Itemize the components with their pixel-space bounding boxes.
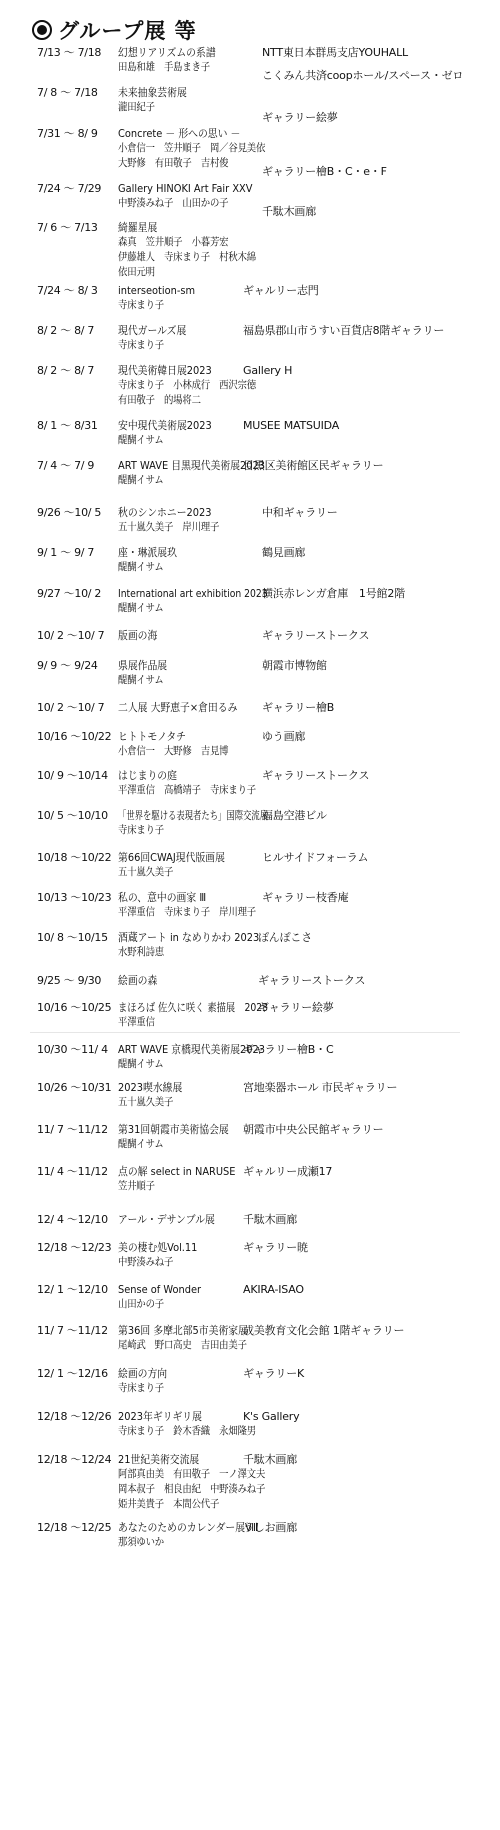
exhibition-venue: ギャラリー暁 bbox=[243, 1241, 308, 1254]
exhibition-date: 12/ 1 ～12/16 bbox=[37, 1367, 108, 1380]
exhibition-artists: 醍醐イサム bbox=[118, 561, 164, 573]
exhibition-date: 10/16 ～10/25 bbox=[37, 1001, 112, 1014]
exhibition-date: 7/24 ～ 7/29 bbox=[37, 182, 102, 195]
exhibition-date: 10/16 ～10/22 bbox=[37, 730, 112, 743]
exhibition-artists: 大野修 有田敬子 吉村俊 bbox=[118, 157, 229, 169]
exhibition-info bbox=[118, 181, 286, 211]
exhibition-title: International art exhibition 2023 bbox=[118, 587, 268, 600]
exhibition-date: 7/31 ～ 8/ 9 bbox=[37, 127, 98, 140]
exhibition-venue: 千駄木画廊 bbox=[243, 1213, 297, 1226]
exhibition-artists: 寺床まり子 小林成行 西沢宗徳 bbox=[118, 379, 256, 391]
exhibition-date: 11/ 7 ～11/12 bbox=[37, 1123, 108, 1136]
exhibition-date: 10/26 ～10/31 bbox=[37, 1081, 112, 1094]
exhibition-date: 10/18 ～10/22 bbox=[37, 851, 112, 864]
exhibition-artists: 寺床まり子 bbox=[118, 1382, 164, 1394]
exhibition-title: ヒトトモノタチ bbox=[118, 730, 186, 743]
exhibition-title: あなたのためのカレンダー展Ⅷ bbox=[118, 1521, 259, 1534]
exhibition-venue: 横浜赤レンガ倉庫 1号館2階 bbox=[262, 587, 405, 600]
exhibition-venue: MUSEE MATSUIDA bbox=[243, 419, 340, 432]
exhibition-info bbox=[118, 700, 286, 715]
exhibition-venue: ぽんぽこさ bbox=[258, 931, 312, 944]
exhibition-info bbox=[118, 768, 286, 798]
exhibition-artists: 中野湊みね子 bbox=[118, 1256, 174, 1268]
exhibition-artists: 寺床まり子 鈴木香織 永畑隆男 bbox=[118, 1425, 256, 1437]
exhibition-venue: ギャラリー檜B・C bbox=[243, 1043, 334, 1056]
exhibition-title: Gallery HINOKI Art Fair XXV bbox=[118, 182, 253, 195]
exhibition-info bbox=[118, 658, 286, 688]
divider bbox=[30, 1032, 460, 1033]
exhibition-venue: 朝霞市中央公民館ギャラリー bbox=[243, 1123, 384, 1136]
exhibition-title: 県展作品展 bbox=[118, 659, 168, 672]
exhibition-venue: K's Gallery bbox=[243, 1410, 300, 1423]
exhibition-artists: 五十嵐久美子 bbox=[118, 1096, 174, 1108]
exhibition-artists: 小倉信一 笠井順子 岡／谷見美依 bbox=[118, 142, 266, 154]
exhibition-info bbox=[118, 45, 286, 75]
exhibition-artists: 尾崎武 野口高史 吉田由美子 bbox=[118, 1339, 247, 1351]
exhibition-date: 12/18 ～12/24 bbox=[37, 1453, 112, 1466]
exhibition-title: 美の棲む処Vol.11 bbox=[118, 1241, 198, 1254]
exhibition-title: 第31回朝霞市美術協会展 bbox=[118, 1123, 229, 1136]
exhibition-venue: ギャラリー檜B・C・e・F bbox=[262, 165, 387, 178]
exhibition-venue: 千駄木画廊 bbox=[262, 205, 316, 218]
exhibition-title: 綺羅星展 bbox=[118, 221, 158, 234]
exhibition-info bbox=[118, 85, 286, 115]
exhibition-artists: 田島和雄 手島まき子 bbox=[118, 61, 210, 73]
exhibition-title: 私の、意中の画家 Ⅲ bbox=[118, 891, 207, 904]
exhibition-artists: 森真 笠井順子 小暮芳宏 bbox=[118, 236, 229, 248]
exhibition-date: 7/ 4 ～ 7/ 9 bbox=[37, 459, 95, 472]
exhibition-venue: ギャラリー絵夢 bbox=[262, 111, 338, 124]
exhibition-date: 7/13 ～ 7/18 bbox=[37, 46, 102, 59]
exhibition-venue: ゆう画廊 bbox=[262, 730, 306, 743]
exhibition-venue: うしお画廊 bbox=[243, 1521, 297, 1534]
exhibition-artists: 醍醐イサム bbox=[118, 674, 164, 686]
exhibition-venue: AKIRA-ISAO bbox=[243, 1283, 304, 1296]
exhibition-title: 絵画の森 bbox=[118, 974, 158, 987]
exhibition-artists: 中野湊みね子 山田かの子 bbox=[118, 197, 229, 209]
exhibition-date: 12/18 ～12/26 bbox=[37, 1410, 112, 1423]
exhibition-venue: ギャラリーストークス bbox=[262, 769, 370, 782]
exhibition-date: 8/ 2 ～ 8/ 7 bbox=[37, 324, 95, 337]
exhibition-date: 7/ 6 ～ 7/13 bbox=[37, 221, 98, 234]
exhibition-venue: 鶴見画廊 bbox=[262, 546, 306, 559]
exhibition-title: まほろば 佐久に咲く 素描展 2023 bbox=[118, 1001, 269, 1014]
exhibition-venue: 福島県郡山市うすい百貨店8階ギャラリー bbox=[243, 324, 445, 337]
exhibition-venue: 宮地楽器ホール 市民ギャラリー bbox=[243, 1081, 398, 1094]
exhibition-date: 12/ 1 ～12/10 bbox=[37, 1283, 108, 1296]
exhibition-info bbox=[118, 126, 286, 171]
exhibition-artists: 山田かの子 bbox=[118, 1298, 164, 1310]
exhibition-venue: 目黒区美術館区民ギャラリー bbox=[243, 459, 384, 472]
exhibition-date: 11/ 7 ～11/12 bbox=[37, 1324, 108, 1337]
exhibition-title: 現代ガールズ展 bbox=[118, 324, 187, 337]
exhibition-title: 二人展 大野恵子×倉田るみ bbox=[118, 701, 238, 714]
exhibition-artists: 醍醐イサム bbox=[118, 602, 164, 614]
exhibition-title: ART WAVE 目黒現代美術展2023 bbox=[118, 459, 266, 472]
exhibition-venue: 成美教育文化会館 1階ギャラリー bbox=[243, 1324, 405, 1337]
exhibition-venue: ギャラリーストークス bbox=[258, 974, 366, 987]
exhibition-title: 2023年ギリギリ展 bbox=[118, 1410, 202, 1423]
exhibition-artists: 水野利詩恵 bbox=[118, 946, 164, 958]
exhibition-title: Sense of Wonder bbox=[118, 1283, 202, 1296]
exhibition-date: 10/13 ～10/23 bbox=[37, 891, 112, 904]
exhibition-venue: 朝霞市博物館 bbox=[262, 659, 327, 672]
exhibition-artists: 平澤重信 高橋靖子 寺床まり子 bbox=[118, 784, 256, 796]
exhibition-venue: ギャラリー枝香庵 bbox=[262, 891, 349, 904]
section-title: グループ展 等 bbox=[58, 19, 197, 43]
exhibition-venue: ギャラリー檜B bbox=[262, 701, 335, 714]
exhibition-artists: 平澤重信 寺床まり子 岸川理子 bbox=[118, 906, 256, 918]
exhibition-title: 点の解 select in NARUSE bbox=[118, 1165, 236, 1178]
exhibition-title: アール・デサンブル展 bbox=[118, 1213, 215, 1226]
exhibition-title: 秋のシンホニー2023 bbox=[118, 506, 212, 519]
exhibition-venue: 中和ギャラリー bbox=[262, 506, 338, 519]
exhibition-artists: 小倉信一 大野修 吉見博 bbox=[118, 745, 229, 757]
exhibition-artists: 五十嵐久美子 岸川理子 bbox=[118, 521, 220, 533]
exhibition-artists: 五十嵐久美子 bbox=[118, 866, 174, 878]
exhibition-title: 絵画の方向 bbox=[118, 1367, 168, 1380]
exhibition-date: 12/ 4 ～12/10 bbox=[37, 1213, 108, 1226]
exhibition-title: 安中現代美術展2023 bbox=[118, 419, 212, 432]
exhibition-date: 10/ 2 ～10/ 7 bbox=[37, 701, 105, 714]
exhibition-venue: ギャルリー志門 bbox=[243, 284, 319, 297]
exhibition-title: 未来抽象芸術展 bbox=[118, 86, 187, 99]
exhibition-artists: 那須ゆいか bbox=[118, 1536, 164, 1548]
exhibition-date: 10/ 2 ～10/ 7 bbox=[37, 629, 105, 642]
exhibition-artists: 姫井美貴子 本間公代子 bbox=[118, 1498, 220, 1510]
exhibition-info bbox=[118, 220, 286, 280]
exhibition-title: 「世界を駆ける表現者たち」国際交流展 bbox=[118, 809, 269, 822]
exhibition-title: はじまりの庭 bbox=[118, 769, 177, 782]
exhibition-date: 11/ 4 ～11/12 bbox=[37, 1165, 108, 1178]
exhibition-info bbox=[118, 729, 286, 759]
exhibition-title: 21世紀美術交流展 bbox=[118, 1453, 200, 1466]
exhibition-artists: 醍醐イサム bbox=[118, 1058, 164, 1070]
exhibition-artists: 平澤重信 bbox=[118, 1016, 155, 1028]
exhibition-venue: NTT東日本群馬支店YOUHALL bbox=[262, 46, 408, 59]
exhibition-date: 10/ 8 ～10/15 bbox=[37, 931, 108, 944]
exhibition-date: 9/27 ～10/ 2 bbox=[37, 587, 102, 600]
exhibition-info bbox=[118, 850, 286, 880]
exhibition-title: ART WAVE 京橋現代美術展2023 bbox=[118, 1043, 266, 1056]
exhibition-date: 9/ 1 ～ 9/ 7 bbox=[37, 546, 95, 559]
exhibition-artists: 醍醐イサム bbox=[118, 1138, 164, 1150]
exhibition-date: 10/ 9 ～10/14 bbox=[37, 769, 108, 782]
exhibition-venue: ヒルサイドフォーラム bbox=[262, 851, 369, 864]
exhibition-artists: 瀧田紀子 bbox=[118, 101, 155, 113]
exhibition-title: 第66回CWAJ現代版画展 bbox=[118, 851, 225, 864]
exhibition-info bbox=[118, 586, 286, 616]
exhibition-title: 酒蔵アート in なめりかわ 2023 bbox=[118, 931, 260, 944]
bullet-circle-icon bbox=[32, 20, 52, 40]
exhibition-title: 現代美術韓日展2023 bbox=[118, 364, 212, 377]
exhibition-info bbox=[118, 628, 286, 643]
exhibition-title: Concrete － 形への思い － bbox=[118, 127, 241, 140]
exhibition-artists: 伊藤雄人 寺床まり子 村秋木綿 bbox=[118, 251, 256, 263]
exhibition-title: 2023喫水線展 bbox=[118, 1081, 183, 1094]
exhibition-date: 12/18 ～12/23 bbox=[37, 1241, 112, 1254]
exhibition-artists: 醍醐イサム bbox=[118, 434, 164, 446]
exhibition-venue: ギャルリー成瀬17 bbox=[243, 1165, 333, 1178]
exhibition-artists: 阿部真由美 有田敬子 一ノ澤文夫 bbox=[118, 1468, 266, 1480]
exhibition-date: 10/ 5 ～10/10 bbox=[37, 809, 108, 822]
exhibition-date: 8/ 1 ～ 8/31 bbox=[37, 419, 98, 432]
exhibition-venue: 千駄木画廊 bbox=[243, 1453, 297, 1466]
exhibition-artists: 笠井順子 bbox=[118, 1180, 155, 1192]
exhibition-venue: 福島空港ビル bbox=[262, 809, 327, 822]
exhibition-date: 8/ 2 ～ 8/ 7 bbox=[37, 364, 95, 377]
exhibition-title: 幻想リアリズムの系譜 bbox=[118, 46, 216, 59]
exhibition-title: 版画の海 bbox=[118, 629, 158, 642]
exhibition-artists: 岡本叔子 相良由紀 中野湊みね子 bbox=[118, 1483, 266, 1495]
exhibition-artists: 醍醐イサム bbox=[118, 474, 164, 486]
exhibition-info bbox=[118, 545, 286, 575]
exhibition-artists: 有田敬子 的場将二 bbox=[118, 394, 201, 406]
exhibition-artists: 依田元明 bbox=[118, 266, 155, 278]
exhibition-venue: Gallery H bbox=[243, 364, 293, 377]
exhibition-venue: ギャラリー絵夢 bbox=[258, 1001, 334, 1014]
exhibition-title: 第36回 多摩北部5市美術家展 bbox=[118, 1324, 248, 1337]
exhibition-info bbox=[118, 505, 286, 535]
exhibition-info bbox=[118, 808, 286, 838]
exhibition-artists: 寺床まり子 bbox=[118, 299, 164, 311]
exhibition-artists: 寺床まり子 bbox=[118, 824, 164, 836]
exhibition-date: 9/25 ～ 9/30 bbox=[37, 974, 102, 987]
exhibition-venue: こくみん共済coopホール/スペース・ゼロ bbox=[262, 69, 464, 82]
exhibition-date: 9/26 ～10/ 5 bbox=[37, 506, 102, 519]
exhibition-info bbox=[118, 890, 286, 920]
exhibition-date: 12/18 ～12/25 bbox=[37, 1521, 112, 1534]
exhibition-venue: ギャラリーストークス bbox=[262, 629, 370, 642]
section-header bbox=[32, 16, 197, 44]
exhibition-title: 座・琳派展玖 bbox=[118, 546, 177, 559]
exhibition-title: interseotion-sm bbox=[118, 284, 196, 297]
exhibition-date: 10/30 ～11/ 4 bbox=[37, 1043, 108, 1056]
exhibition-date: 7/24 ～ 8/ 3 bbox=[37, 284, 98, 297]
exhibition-artists: 寺床まり子 bbox=[118, 339, 164, 351]
exhibition-date: 7/ 8 ～ 7/18 bbox=[37, 86, 98, 99]
exhibition-date: 9/ 9 ～ 9/24 bbox=[37, 659, 98, 672]
exhibition-venue: ギャラリーK bbox=[243, 1367, 305, 1380]
